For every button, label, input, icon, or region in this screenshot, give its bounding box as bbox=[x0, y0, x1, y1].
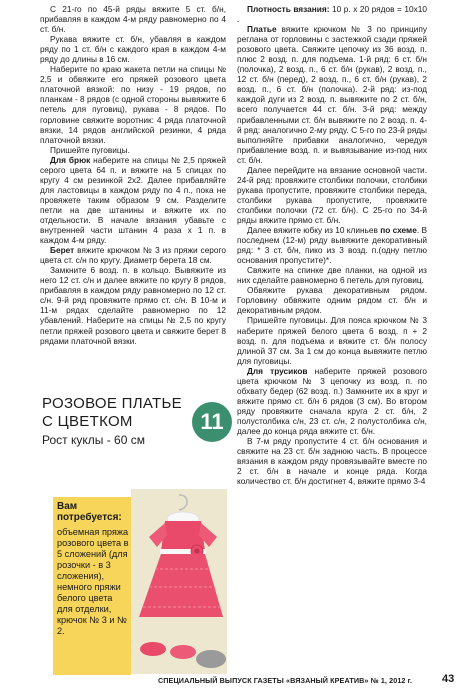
paragraph: Наберите по краю жакета петли на спицы № 2,5 и обвяжите его пряжей розового цвета платочной вязкой: по низу - 19 рядов, по планкам - 8 рядов (с одной стороны вывяжите 6 петель для пуговиц), рукава - 8 рядов. По горловине свяжите воротник: 4 ряда платочной вязки, 14 рядов английской резинки, 4 ряда платочной вязки. bbox=[40, 64, 226, 145]
section-title-block bbox=[40, 395, 222, 485]
pants-text: наберите на спицы № 2,5 пряжей серого цвета 64 п. и вяжите на 5 спицах по кругу 4 см резинкой 2х2. Далее прибавляйте для ластовицы в каждом ряду по 4 п., пока не провяжете таким образом 9 см. Разделите петли на две штанины и вяжите их по отдельности. В начале вязания убавьте с внутренней части штанин 4 раза х 1 п. в каждом 4-м ряду. bbox=[40, 154, 226, 246]
dress-photo bbox=[131, 489, 227, 674]
dress-text: вяжите крючком № 3 по принципу реглана от горловины с застежкой сзади пряжей розового цвета. Свяжите цепочку из 36 возд. п. плюс 2 возд. п. для подъема. 1-й ряд: 6 ст. б/н (полочка), 2 возд. п., 6 ст. б/н (рукав), 2 возд. п., 12 ст. б/н (перед), 2 возд. п., 6 ст. б/н (рукав), 2 возд. п., 6 ст. б/н (полочка). 2-й ряд: из-под каждой дуги из 2 возд. п. вывяжите по 2 ст. б/н, всего получается 44 ст. б/н. 3-й ряд: между прибавленными ст. б/н вывяжите по 2 возд. п. 4-й ряд: аналогично 2-му ряду. С 5-го по 23-й ряды выполняйте прибавки аналогично, чередуя прибавление возд. п. и вывязывание из-под них ст. б/н. bbox=[237, 24, 427, 165]
paragraph: Свяжите на спинке две планки, на одной из них сделайте равномерно 6 петель для пуговиц. bbox=[237, 265, 427, 286]
page-number: 43 bbox=[442, 673, 455, 685]
density-heading: Плотность вязания: bbox=[247, 4, 330, 14]
dress-paragraph bbox=[237, 24, 427, 165]
materials-title: Вам потребуется: bbox=[57, 501, 122, 523]
paragraph: Замкните 6 возд. п. в кольцо. Вывяжите из него 12 ст. с/н и далее вяжите по кругу 8 рядов, прибавляя в каждом ряду равномерно по 12 ст. с/н. 9-й ряд провяжите прямо ст. с/н. В 10-м и 11-м рядах сделайте равномерно по 12 убавлений. Наберите на спицы № 2,5 по кругу петли пряжей розового цвета и свяжите берет 8 рядами платочной вязки. bbox=[40, 265, 226, 346]
materials-box bbox=[53, 497, 131, 675]
skirt-paragraph bbox=[237, 225, 427, 265]
panties-text: наберите пряжей розового цвета крючком № 3 цепочку из возд. п. по обхвату бедер (62 возд. п.) Замкните их в круг и вяжите прямо ст. б/н 6 рядов (3 см). Во втором ряду провяжите сначала круга 2 ст. б/н, 2 полустолбика с/н, 23 ст. с/н, 2 полустолбика с/н, далее до конца ряда вяжите ст. б/н. bbox=[237, 365, 428, 436]
skirt-text: . В последнем (12-м) ряду вывяжите декоративный ряд: * 3 ст. б/н, пико из 3 возд. п.(одну петлю основания пропустите)*. bbox=[237, 225, 427, 266]
panties-heading: Для трусиков bbox=[247, 365, 308, 376]
density-paragraph bbox=[237, 4, 427, 24]
pants-paragraph bbox=[40, 155, 226, 245]
beret-text: вяжите крючком № 3 из пряжи серого цвета ст. с/н по кругу. Диаметр берета 18 см. bbox=[40, 245, 226, 266]
materials-text: объемная пряжа розового цвета в 5 сложений (для розочки - в 3 сложения), немного пряжи белого цвета для отделки, крючок № 3 и № 2. bbox=[57, 527, 129, 636]
section-title-2: С ЦВЕТКОМ bbox=[42, 413, 133, 430]
paragraph: Обвяжите рукава декоративным рядом. Горловину обвяжите одним рядом ст. б/н и декоративным рядом. bbox=[237, 285, 427, 316]
paragraph: Пришейте пуговицы. bbox=[50, 144, 130, 155]
left-column bbox=[40, 4, 226, 346]
scheme-reference: по схеме bbox=[380, 225, 417, 236]
skirt-text-lead: Далее вяжите юбку из 10 клиньев bbox=[247, 225, 381, 236]
right-column bbox=[237, 4, 427, 486]
section-subtitle: Рост куклы - 60 см bbox=[42, 433, 145, 447]
footer-text: СПЕЦИАЛЬНЫЙ ВЫПУСК ГАЗЕТЫ «ВЯЗАНЫЙ КРЕАТИВ» № 1, 2012 г. bbox=[158, 676, 413, 685]
section-title: РОЗОВОЕ ПЛАТЬЕ bbox=[42, 395, 182, 412]
dress-heading: Платье bbox=[247, 24, 277, 35]
pants-heading: Для брюк bbox=[50, 154, 91, 165]
panties-paragraph bbox=[237, 366, 427, 436]
beret-paragraph bbox=[40, 245, 226, 265]
dress-illustration bbox=[131, 489, 227, 674]
paragraph: Пришейте пуговицы. Для пояса крючком № 3 наберите пряжей белого цвета 6 возд. п + 2 возд. п. для подъема и вяжите ст. б/н полосу длиной 37 см. За 1 см до конца вывяжите петлю для пуговицы. bbox=[237, 315, 427, 366]
number-badge: 11 bbox=[192, 402, 232, 442]
beret-heading: Берет bbox=[50, 245, 75, 256]
paragraph: С 21-го по 45-й ряды вяжите 5 ст. б/н, прибавляя в каждом 4-м ряду равномерно по 4 ст. б/н. bbox=[40, 4, 226, 35]
paragraph: В 7-м ряду пропустите 4 ст. б/н основания и свяжите на 23 ст. б/н заднюю часть. В процессе вязания в каждом ряду провязывайте вместе по 2 ст. б/н в начале и конце ряда. Когда количество ст. б/н достигнет 4, вяжите прямо 3-4 bbox=[237, 436, 427, 487]
density-text: 10 р. х 20 рядов = 10х10 . bbox=[237, 4, 427, 25]
paragraph: Рукава вяжите ст. б/н, убавляя в каждом ряду по 1 ст. б/н с каждого края в каждом 4-м ряду до длины в 16 см. bbox=[40, 34, 226, 65]
paragraph: Далее перейдите на вязание основной части. 24-й ряд: провяжите столбики полочки, столбики рукава пропустите, провяжите столбики переда, столбики рукава пропустите, провяжите столбики полочки (72 ст. б/н). С 25-го по 34-й ряды вяжите прямо ст. б/н. bbox=[237, 164, 427, 225]
